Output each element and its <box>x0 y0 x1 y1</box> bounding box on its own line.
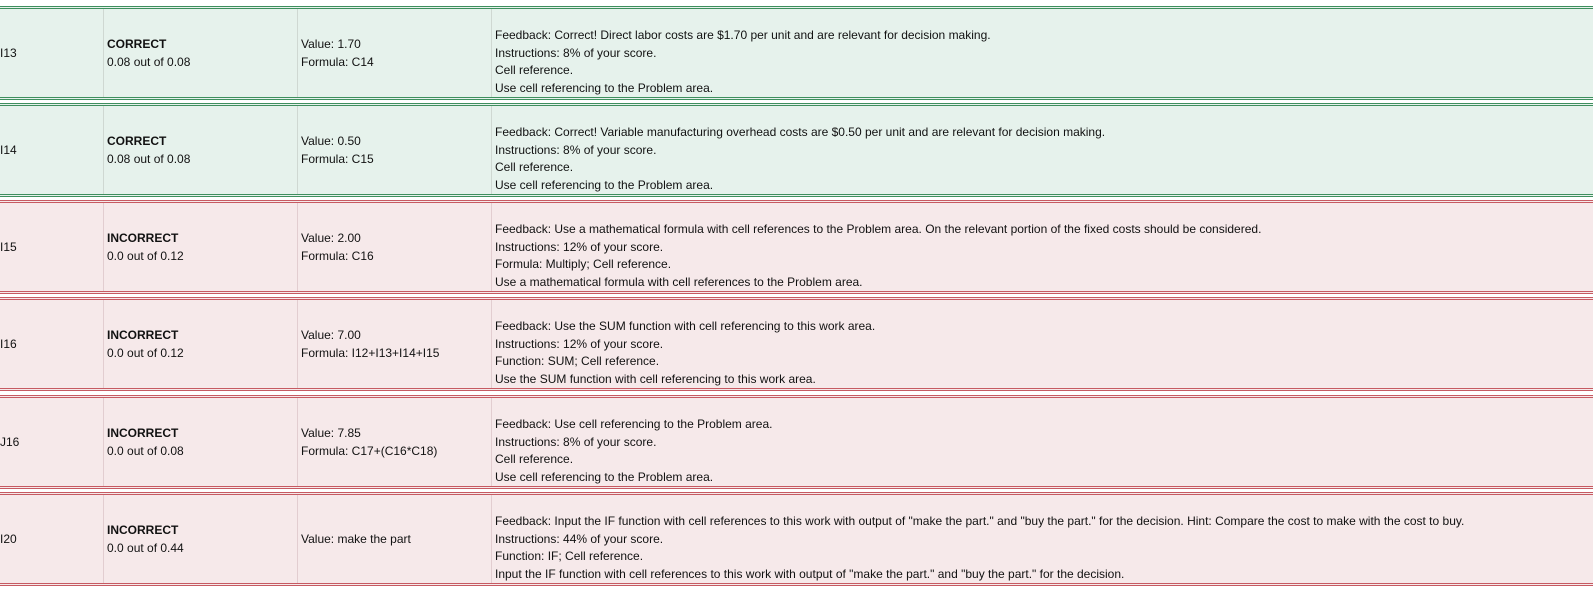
feedback-line: Use a mathematical formula with cell references to the Problem area. <box>495 274 863 289</box>
column-divider <box>297 398 298 486</box>
status-label: CORRECT <box>107 134 167 148</box>
cell-reference: I20 <box>0 532 17 546</box>
feedback-cell <box>495 318 875 388</box>
feedback-cell <box>495 221 1261 291</box>
feedback-line: Instructions: 12% of your score. <box>495 239 664 254</box>
feedback-cell <box>495 513 1464 583</box>
column-divider <box>297 300 298 388</box>
column-divider <box>297 9 298 97</box>
feedback-line: Use cell referencing to the Problem area. <box>495 80 714 95</box>
formula-label: Formula: C16 <box>301 248 374 263</box>
column-divider <box>103 106 104 194</box>
cell-reference: I15 <box>0 240 17 254</box>
feedback-cell <box>495 124 1105 194</box>
value-cell <box>301 327 439 362</box>
value-cell <box>301 36 374 71</box>
feedback-line: Use cell referencing to the Problem area. <box>495 469 714 484</box>
result-row <box>0 297 1593 391</box>
feedback-line: Formula: Multiply; Cell reference. <box>495 257 672 272</box>
feedback-line: Cell reference. <box>495 452 574 467</box>
status-label: CORRECT <box>107 37 167 51</box>
feedback-line: Function: IF; Cell reference. <box>495 549 644 564</box>
column-divider <box>491 106 492 194</box>
column-divider <box>103 398 104 486</box>
cell-reference: I14 <box>0 143 17 157</box>
status-label: INCORRECT <box>107 231 179 245</box>
result-row <box>0 492 1593 586</box>
feedback-line: Use the SUM function with cell referencing to this work area. <box>495 371 816 386</box>
feedback-line: Instructions: 8% of your score. <box>495 434 657 449</box>
cell-reference: J16 <box>0 435 20 449</box>
column-divider <box>297 106 298 194</box>
feedback-line: Input the IF function with cell references to this work with output of "make the part." and "buy the part." for the decision. <box>495 566 1125 581</box>
feedback-line: Function: SUM; Cell reference. <box>495 354 660 369</box>
formula-label: Formula: C15 <box>301 151 374 166</box>
value-cell <box>301 425 437 460</box>
column-divider <box>491 203 492 291</box>
score-label: 0.0 out of 0.12 <box>107 248 184 263</box>
feedback-line: Cell reference. <box>495 160 574 175</box>
formula-label: Formula: C14 <box>301 54 374 69</box>
result-cell <box>107 425 184 460</box>
feedback-cell <box>495 416 772 486</box>
feedback-line: Instructions: 44% of your score. <box>495 531 664 546</box>
column-divider <box>103 203 104 291</box>
score-label: 0.0 out of 0.12 <box>107 345 184 360</box>
value-label: Value: 0.50 <box>301 134 361 148</box>
column-divider <box>491 300 492 388</box>
result-row <box>0 200 1593 294</box>
result-row <box>0 103 1593 197</box>
formula-label: Formula: I12+I13+I14+I15 <box>301 345 440 360</box>
column-divider <box>103 300 104 388</box>
column-divider <box>491 398 492 486</box>
feedback-line: Cell reference. <box>495 63 574 78</box>
value-label: Value: 7.85 <box>301 426 361 440</box>
cell-reference: I16 <box>0 337 17 351</box>
status-label: INCORRECT <box>107 523 179 537</box>
result-cell <box>107 327 184 362</box>
value-cell <box>301 133 374 168</box>
feedback-line: Instructions: 12% of your score. <box>495 336 664 351</box>
column-divider <box>103 9 104 97</box>
result-row <box>0 395 1593 489</box>
score-label: 0.08 out of 0.08 <box>107 151 191 166</box>
feedback-line: Instructions: 8% of your score. <box>495 45 657 60</box>
value-label: Value: 1.70 <box>301 37 361 51</box>
result-cell <box>107 230 184 265</box>
result-row <box>0 6 1593 100</box>
cell-reference: I13 <box>0 46 17 60</box>
feedback-line: Feedback: Use the SUM function with cell referencing to this work area. <box>495 319 876 333</box>
column-divider <box>297 495 298 583</box>
feedback-line: Feedback: Correct! Variable manufacturing overhead costs are $0.50 per unit and are relevant for decision making. <box>495 125 1106 139</box>
feedback-line: Instructions: 8% of your score. <box>495 142 657 157</box>
feedback-cell <box>495 27 991 97</box>
result-cell <box>107 522 184 557</box>
formula-label: Formula: C17+(C16*C18) <box>301 443 438 458</box>
column-divider <box>491 9 492 97</box>
score-label: 0.0 out of 0.44 <box>107 540 184 555</box>
value-label: Value: 2.00 <box>301 231 361 245</box>
column-divider <box>491 495 492 583</box>
score-label: 0.0 out of 0.08 <box>107 443 184 458</box>
value-label: Value: make the part <box>301 532 411 546</box>
value-cell <box>301 531 411 549</box>
column-divider <box>297 203 298 291</box>
value-label: Value: 7.00 <box>301 328 361 342</box>
column-divider <box>103 495 104 583</box>
status-label: INCORRECT <box>107 328 179 342</box>
feedback-line: Use cell referencing to the Problem area. <box>495 177 714 192</box>
feedback-line: Feedback: Input the IF function with cell references to this work with output of "make the part." and "buy the part." for the decision. Hint: Compare the cost to make with the cost to buy. <box>495 514 1465 528</box>
feedback-line: Feedback: Use a mathematical formula with cell references to the Problem area. On the relevant portion of the fixed costs should be considered. <box>495 222 1262 236</box>
result-cell <box>107 133 190 168</box>
feedback-line: Feedback: Use cell referencing to the Problem area. <box>495 417 773 431</box>
score-label: 0.08 out of 0.08 <box>107 54 191 69</box>
status-label: INCORRECT <box>107 426 179 440</box>
result-cell <box>107 36 190 71</box>
feedback-line: Feedback: Correct! Direct labor costs are $1.70 per unit and are relevant for decision making. <box>495 28 991 42</box>
value-cell <box>301 230 374 265</box>
